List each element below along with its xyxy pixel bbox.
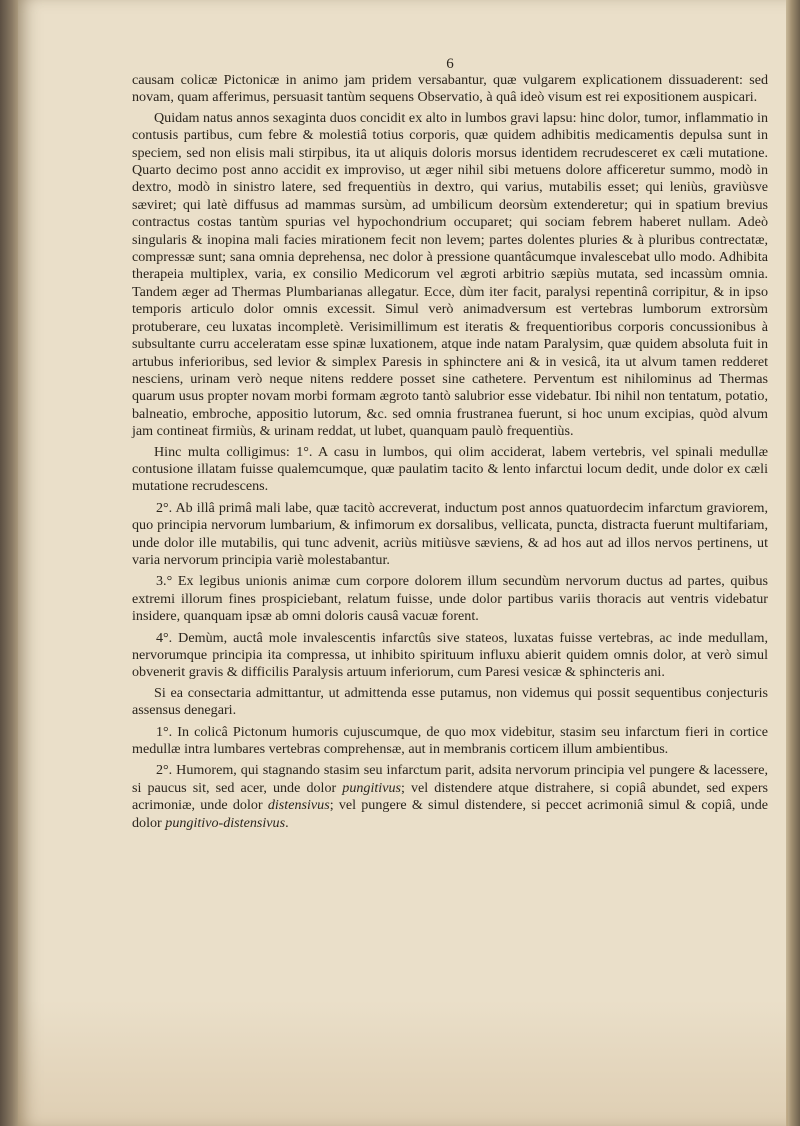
conjecture-2-text: 2°. Humorem, qui stagnando stasim seu infarctum parit, adsita nervorum principia vel pungere & lacessere, si paucus sit, sed acer, unde dolor: [132, 762, 768, 796]
paragraph-conclusion-4: 4°. Demùm, auctâ mole invalescentis infarctûs sive stateos, luxatas fuisse vertebras, ac inde medullam, nervorumque principia ita compressa, ut inhibito spirituum influxu abierit quidem omnis dolor, at verò simul obvenerit gravis & difficilis Paralysis artuum inferiorum, cum Paresi vesicæ & sphincteris ani.: [132, 629, 768, 681]
paragraph-conclusion-2: 2°. Ab illâ primâ mali labe, quæ tacitò accreverat, inductum post annos quatuordecim infarctum graviorem, quo principia nervorum lumbarium, & infimorum ex dorsalibus, vellicata, puncta, distracta fuerunt multifariam, unde dolor ille mutabilis, qui tunc advenit, acriùs mitiùsve sæviens, & ad hos aut ad illos nervos pertinens, ut varia nervorum principia variè molestabantur.: [132, 499, 768, 568]
conjecture-2-mid2: ; vel pungere & simul distendere, si peccet acrimoniâ simul & copiâ, unde dolor: [132, 797, 769, 831]
paragraph-conclusion-3: 3.° Ex legibus unionis animæ cum corpore dolorem illum secundùm nervorum ductus ad partes, quibus extremi illorum fines prospiciebant, relatum fuisse, unde dolor partibus variis thoracis aut ventris videbatur insidere, quanquam ipsæ ab omni doloris causâ vacuæ forent.: [132, 573, 768, 625]
conjecture-2-end: .: [285, 814, 289, 831]
paragraph-conjecture-1: 1°. In colicâ Pictonum humoris cujuscumque, de quo mox videbitur, stasim seu infarctum fieri in cortice medullæ intra lumbares vertebras comprehensæ, aut in membranis corticem illum ambientibus.: [132, 723, 768, 758]
paragraph-consectaria: Si ea consectaria admittantur, ut admittenda esse putamus, non videmus qui possit sequentibus conjecturis assensus denegari.: [132, 684, 768, 719]
term-pungitivus: pungitivus: [342, 779, 402, 796]
term-pungitivo-distensivus: pungitivo-distensivus: [165, 814, 286, 831]
page-edge: [786, 0, 800, 1126]
conjecture-2-mid1: ; vel distendere atque distrahere, si copiâ abundet, sed expers acrimoniæ, unde dolor: [132, 779, 768, 814]
paragraph-conclusion-1: Hinc multa colligimus: 1°. A casu in lumbos, qui olim acciderat, labem vertebris, vel spinali medullæ contusione illatam fuisse qualemcumque, quæ paulatim tacito & lento infarctui locum dedit, unde dolor ex cæli mutatione recrudescens.: [132, 443, 768, 495]
page-text-block: [132, 56, 768, 835]
term-distensivus: distensivus: [267, 797, 330, 814]
page-number: 6: [446, 56, 454, 72]
book-binding-gutter: [0, 0, 20, 1126]
paragraph-case: Quidam natus annos sexaginta duos concidit ex alto in lumbos gravi lapsu: hinc dolor, tumor, inflammatio in contusis partibus, cum febre & molestiâ totius corporis, quæ quidem adhibitis medicamentis depulsa sunt in speciem, sed non elisis mali stirpibus, ita ut aliquis doloris morsus identidem recrudesceret ex cæli mutatione. Quarto decimo post anno accidit ex improviso, ut æger nihil sibi metuens dolore afficeretur summo, modò in dextro, modò in sinistro latere, sed frequentiùs in dextro, qui varius, mutabilis esset; qui leniùs, graviùsve sæviret; qui latè diffusus ad mammas sursùm, ad umbilicum deorsùm extenderetur; qui in spatium brevius contractus costas tantùm spurias vel hypochondrium occuparet; qui sociam febrem haberet nullam. Adeò singularis & inopina mali facies mirationem fecit non levem; partes dolentes pluries & à pluribus contrectatæ, compressæ sunt; sana omnia deprehensa, nec dolor à pressione quantâcumque invalescebat ullo modo. Adhibita therapeia multiplex, varia, ex consilio Medicorum vel ægroti arbitrio sæpiùs mutata, sed incassùm omnia. Tandem æger ad Thermas Plumbarianas allegatur. Ecce, dùm iter facit, paralysi repentinâ corripitur, & in ipso temporis articulo dolor omnis excessit. Simul verò animadversum est vertebras lumborum extrorsùm protuberare, ceu luxatas incompletè. Verisimillimum est iteratis & frequentioribus corporis concussionibus à subsultante curru acceleratam esse spinæ luxationem, atque inde natam Paralysim, quæ quidem absoluta fuit in artubus inferioribus, sed levior & simplex Paresis in sphinctere ani & in vesicâ, ita ut alvum tamen redderet nesciens, urinam verò neque nitens reddere posset sine cathetere. Perventum est nihilominus ad Thermas quarum usus propter novam morbi formam ægroto tantò salubrior esse videbatur. Ibi nihil non tentatum, potatio, balneatio, embroche, appositio lutorum, &c. sed omnia frustranea fuerunt, si hoc unum excipias, quòd alvum jam contineat firmiùs, & urinam reddat, ut lubet, quanquam paulò frequentiùs.: [132, 109, 768, 440]
paragraph-conjecture-2: [132, 762, 768, 832]
paragraph-intro: causam colicæ Pictonicæ in animo jam pridem versabantur, quæ vulgarem explicationem dissuaderent: sed novam, quam afferimus, persuasit tantùm sequens Observatio, à quâ ideò visum est rei expositionem auspicari.: [132, 72, 768, 106]
